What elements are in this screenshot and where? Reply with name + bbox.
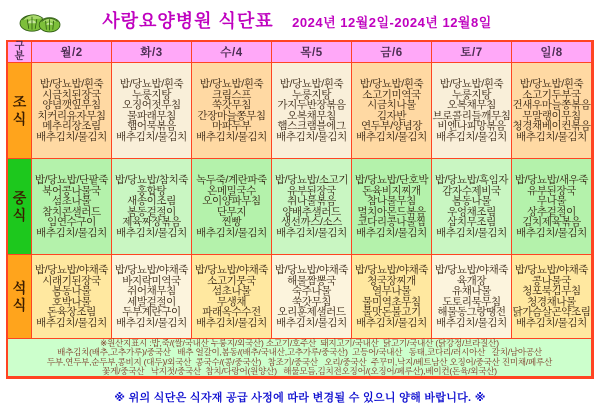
menu-item: 배추김치/물김치 — [116, 226, 187, 239]
page-title: 사랑요양병원 식단표 — [102, 11, 274, 31]
menu-item: 밥/당뇨밥/단호박 — [354, 174, 429, 186]
meal-label-text: 중식 — [12, 190, 27, 223]
menu-item: 삼치무조림 — [447, 216, 496, 228]
menu-cell-dinner-1 — [112, 255, 192, 339]
menu-item: 연두부/양념장 — [361, 120, 422, 132]
menu-item: 오복채무침 — [287, 109, 336, 122]
menu-item: 봄동나물 — [52, 285, 91, 297]
menu-item: 코다리콩나물찜 — [357, 216, 426, 228]
origin-line: ※원산지표시 :밥,죽/(쌀/국내산 누룽지/외국산) 소고기/호주산 돼지고기/국내산 닭고기/국내산 (닭강정/브라질산) — [100, 337, 499, 348]
menu-item: 배추김치/물김치 — [196, 226, 267, 239]
menu-cell-breakfast-0 — [32, 63, 112, 159]
day-header-thu: 목/5 — [272, 42, 352, 63]
change-notice: ※ 위의 식단은 식자재 공급 사정에 따라 변경될 수 있으니 양해 바랍니다. ※ — [114, 392, 486, 404]
menu-item: 밥/당뇨밥/야채죽 — [274, 264, 349, 276]
menu-item: 열무나물 — [372, 285, 411, 297]
menu-item: 간장마늘쫑무침 — [197, 109, 266, 122]
menu-item: 해물동그랑땡전 — [437, 306, 506, 318]
menu-item: 누룽지탕 — [452, 88, 491, 101]
menu-cell-lunch-4 — [352, 159, 432, 255]
menu-item: 김치제육볶음 — [522, 216, 581, 228]
menu-item: 돈육비지찌개 — [362, 184, 421, 197]
meal-label-breakfast — [8, 63, 32, 159]
day-header-wed: 수/4 — [192, 42, 272, 63]
menu-item: 크림스프 — [212, 88, 251, 101]
menu-item: 배추김치/물김치 — [276, 226, 347, 239]
menu-item: 밥/당뇨밥/흰죽 — [279, 78, 344, 90]
cabbage-logo-icon — [16, 5, 64, 35]
menu-item: 새송이조림 — [127, 195, 176, 207]
origin-line: 배추김치(배추,고추가루)/중국산 배추 얼갈이,봄동/(배추/국내산,고추가루/중국산) 고등어/국내산 동태,코다리/러시아산 갈치/남아공산 — [57, 347, 542, 357]
menu-item: 양념깻잎무침 — [42, 99, 101, 111]
menu-item: 봄동나물 — [452, 195, 491, 207]
menu-item: 햄어묵볶음 — [127, 120, 176, 132]
day-header-sat: 토/7 — [432, 42, 512, 63]
menu-item: 섬초나물 — [212, 285, 251, 297]
menu-cell-dinner-5 — [432, 255, 512, 339]
menu-item: 제육짜장볶음 — [122, 216, 181, 228]
menu-item: 배추김치/물김치 — [516, 226, 587, 239]
menu-item: 섬초나물 — [52, 195, 91, 207]
menu-item: 양배추샐러드 — [282, 205, 341, 218]
menu-item: 우엉채조림 — [447, 205, 496, 218]
origin-line: 두부,연두부,순두부,콩비지 (대두)/외국산 콩국수/(콩/중국산) 참조기/중국산 오리/중국산 주꾸미,낙지/베트남산 오징어/중국산 진미채/페루산 — [46, 356, 553, 367]
menu-item: 밥/당뇨밥/야채죽 — [354, 264, 429, 276]
menu-item: 쑥갓무침 — [292, 295, 331, 308]
menu-item: 배추김치/물김치 — [436, 130, 507, 143]
menu-item: 밥/당뇨밥/야채죽 — [34, 264, 109, 276]
menu-item: 청경채베이컨볶음 — [512, 120, 591, 132]
menu-item: 비엔나피망볶음 — [437, 120, 506, 132]
menu-item: 메추리장조림 — [42, 120, 101, 132]
corner-label: 구분 — [14, 41, 25, 62]
menu-cell-breakfast-1 — [112, 63, 192, 159]
menu-cell-dinner-4 — [352, 255, 432, 339]
menu-item: 배추김치/물김치 — [516, 316, 587, 329]
day-header-fri: 금/6 — [352, 42, 432, 63]
menu-item: 배추김치/물김치 — [116, 130, 187, 143]
meal-label-lunch — [8, 159, 32, 255]
menu-item: 쥐어채무침 — [127, 285, 176, 297]
menu-cell-lunch-1 — [112, 159, 192, 255]
page-header — [0, 0, 600, 40]
corner-header — [8, 42, 32, 63]
menu-item: 콩나물국 — [532, 274, 571, 287]
menu-item: 세발겉절이 — [127, 295, 176, 308]
menu-cell-lunch-6 — [512, 159, 592, 255]
menu-item: 파래옥수수전 — [202, 306, 261, 318]
menu-item: 유부된장국 — [527, 184, 576, 197]
menu-item: 배추김치/물김치 — [116, 316, 187, 329]
menu-item: 밥/당뇨밥/야채죽 — [194, 264, 269, 276]
menu-cell-lunch-0 — [32, 159, 112, 255]
menu-item: 밥/당뇨밥/흰죽 — [359, 78, 424, 90]
menu-item: 해물짬뽕국 — [287, 274, 336, 287]
menu-item: 시래기된장국 — [42, 274, 101, 287]
menu-item: 육개장 — [456, 274, 487, 287]
day-header-mon: 월/2 — [32, 42, 112, 63]
day-header-tue: 화/3 — [112, 42, 192, 63]
menu-item: 밥/당뇨밥/흰죽 — [119, 78, 184, 90]
menu-cell-breakfast-2 — [192, 63, 272, 159]
menu-item: 오이양파무침 — [202, 195, 261, 207]
meal-label-text: 석식 — [12, 280, 27, 313]
title-block — [64, 7, 600, 33]
menu-item: 배추김치/물김치 — [276, 130, 347, 143]
menu-item: 무나물 — [536, 195, 567, 207]
menu-item: 치커리유자무침 — [37, 109, 106, 122]
menu-item: 배추김치/물김치 — [356, 226, 427, 239]
menu-item: 상추겉절이 — [527, 205, 576, 218]
menu-item: 무생채 — [216, 295, 247, 308]
menu-cell-dinner-3 — [272, 255, 352, 339]
menu-cell-breakfast-3 — [272, 63, 352, 159]
menu-item: 건새우마늘쫑볶음 — [512, 99, 591, 111]
menu-item: 쑥갓무침 — [212, 99, 251, 111]
menu-item: 닭가슴살곤약조림 — [512, 306, 591, 318]
menu-item: 감자수제비국 — [442, 184, 501, 197]
menu-item: 배추김치/물김치 — [516, 130, 587, 143]
menu-item: 배추김치/물김치 — [196, 316, 267, 329]
menu-item: 밥/당뇨밥/흰죽 — [519, 78, 584, 90]
menu-item: 오징어젓무침 — [122, 99, 181, 111]
menu-item: 누룽지탕 — [292, 88, 331, 101]
menu-item: 찐빵 — [221, 216, 242, 228]
menu-item: 단무지 — [216, 205, 247, 218]
menu-item: 숙주나물 — [292, 285, 331, 297]
menu-item: 무말랭이무침 — [522, 109, 581, 122]
menu-item: 밥/당뇨밥/단팥죽 — [34, 174, 109, 186]
day-header-sun: 일/8 — [512, 42, 592, 63]
menu-item: 가지두반장볶음 — [277, 99, 346, 111]
menu-item: 녹두죽/계란파죽 — [196, 174, 267, 186]
menu-item: 배추김치/물김치 — [356, 316, 427, 329]
menu-item: 북어콩나물국 — [42, 184, 101, 197]
menu-item: 소고기두부국 — [522, 88, 581, 101]
menu-item: 배추김치/물김치 — [276, 316, 347, 329]
menu-item: 오리훈제샐러드 — [277, 306, 346, 318]
menu-item: 배추김치/물김치 — [196, 130, 267, 143]
origin-line: 꽃게/중국산 낙지젓/중국산 참치/다랑어(원양산) 해물모듬,김치전오징어/(오징어/페루산),베이컨(돈육/외국산) — [102, 366, 497, 376]
menu-item: 청국장찌개 — [367, 274, 416, 287]
menu-item: 소고기뭇국 — [207, 274, 256, 287]
menu-item: 홍합탕 — [136, 184, 167, 197]
menu-cell-lunch-2 — [192, 159, 272, 255]
menu-item: 물미역초무침 — [362, 295, 421, 308]
menu-item: 배추김치/물김치 — [36, 130, 107, 143]
date-range: 2024년 12월2일-2024년 12월8일 — [292, 15, 492, 30]
menu-item: 소고기미역국 — [362, 88, 421, 101]
menu-item: 시금치된장국 — [42, 88, 101, 101]
menu-item: 밥/당뇨밥/소고기 — [274, 174, 349, 186]
menu-cell-breakfast-6 — [512, 63, 592, 159]
menu-item: 배추김치/물김치 — [36, 226, 107, 239]
menu-cell-dinner-2 — [192, 255, 272, 339]
menu-cell-breakfast-4 — [352, 63, 432, 159]
menu-item: 두부계란구이 — [122, 306, 181, 318]
menu-item: 물파래무침 — [127, 109, 176, 122]
menu-item: 누룽지탕 — [132, 88, 171, 101]
menu-item: 취나물볶음 — [287, 195, 336, 207]
menu-table — [6, 40, 594, 379]
menu-item: 유부된장국 — [287, 184, 336, 197]
menu-item: 배추김치/물김치 — [436, 316, 507, 329]
menu-item: 시금치나물 — [367, 99, 416, 111]
menu-item: 참나물무침 — [367, 195, 416, 207]
menu-item: 밥/당뇨밥/새우죽 — [514, 174, 589, 186]
menu-item: 봄동겉절이 — [127, 205, 176, 218]
menu-item: 오복채무침 — [447, 99, 496, 111]
menu-item: 온메밀국수 — [207, 184, 256, 197]
menu-item: 배추김치/물김치 — [356, 130, 427, 143]
menu-cell-dinner-0 — [32, 255, 112, 339]
menu-item: 밥/당뇨밥/야채죽 — [114, 264, 189, 276]
menu-item: 호박나물 — [52, 295, 91, 308]
menu-item: 마파두부 — [212, 120, 251, 132]
menu-item: 청경채나물 — [527, 295, 576, 308]
meal-label-text: 조식 — [12, 94, 27, 127]
menu-cell-breakfast-5 — [432, 63, 512, 159]
menu-cell-lunch-3 — [272, 159, 352, 255]
menu-item: 멸치아몬드볶음 — [357, 205, 426, 218]
menu-item: 청포묵김무침 — [522, 285, 581, 297]
menu-item: 불맛돈불고기 — [362, 306, 421, 318]
menu-item: 임연수구이 — [47, 216, 96, 228]
menu-item: 밥/당뇨밥/참치죽 — [114, 174, 189, 186]
menu-item: 밥/당뇨밥/흰죽 — [439, 78, 504, 90]
menu-item: 배추김치/물김치 — [436, 226, 507, 239]
menu-item: 돈육장조림 — [47, 306, 96, 318]
menu-item: 햄스크램블에그 — [277, 120, 346, 132]
menu-item: 밥/당뇨밥/흑임자 — [434, 174, 509, 186]
origin-info-cell — [8, 339, 592, 377]
menu-item: 밥/당뇨밥/야채죽 — [514, 264, 589, 276]
menu-item: 바지락미역국 — [122, 274, 181, 287]
menu-item: 밥/당뇨밥/흰죽 — [39, 78, 104, 90]
menu-item: 유채나물 — [452, 285, 491, 297]
meal-label-dinner — [8, 255, 32, 339]
menu-item: 참치콘샐러드 — [42, 205, 101, 218]
menu-item: 도토리묵무침 — [442, 295, 501, 308]
menu-item: 밥/당뇨밥/야채죽 — [434, 264, 509, 276]
menu-item: 배추김치/물김치 — [36, 316, 107, 329]
menu-item: 브로콜리들깨무침 — [432, 109, 511, 122]
menu-item: 생선까스/소스 — [281, 216, 342, 228]
menu-cell-dinner-6 — [512, 255, 592, 339]
menu-item: 밥/당뇨밥/흰죽 — [199, 78, 264, 90]
menu-item: 김자반 — [376, 109, 407, 122]
menu-cell-lunch-5 — [432, 159, 512, 255]
